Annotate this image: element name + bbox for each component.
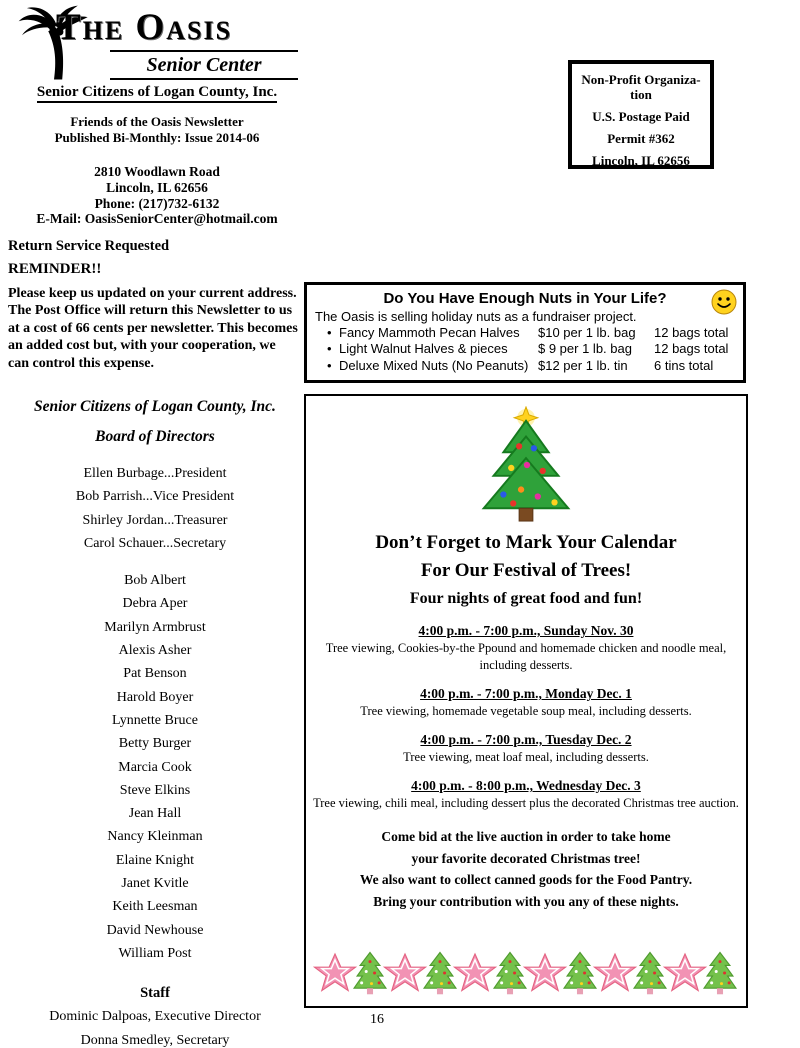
officer-list [0,462,310,555]
nuts-item-price: $12 per 1 lb. tin [538,357,628,373]
event-time: 4:00 p.m. - 7:00 p.m., Sunday Nov. 30 [418,623,634,638]
festival-box [304,394,748,1008]
festival-footer [306,826,746,912]
newsletter-line: Friends of the Oasis Newsletter [70,114,244,129]
page-number: 16 [370,1012,384,1027]
staff-heading: Staff [140,985,170,1002]
postage-line: tion [630,87,652,102]
member-item: Bob Albert [124,573,186,589]
bullet-icon: • [327,325,332,340]
event-desc: Tree viewing, chili meal, including dessert plus the decorated Christmas tree auction. [313,796,739,810]
member-item: David Newhouse [106,922,204,938]
board-section [0,396,310,1048]
postage-line: U.S. Postage Paid [592,109,690,124]
nuts-intro: The Oasis is selling holiday nuts as a fundraiser project. [315,309,637,324]
nuts-item-row [315,341,735,357]
event-time: 4:00 p.m. - 7:00 p.m., Tuesday Dec. 2 [420,732,632,747]
event-desc: Tree viewing, meat loaf meal, including desserts. [403,750,649,764]
staff-item: Dominic Dalpoas, Executive Director [49,1009,261,1025]
nuts-title: Do You Have Enough Nuts in Your Life? [383,290,667,307]
event-time: 4:00 p.m. - 8:00 p.m., Wednesday Dec. 3 [411,778,641,793]
event-block [306,777,746,812]
festival-footer-line: Come bid at the live auction in order to take home [381,829,671,844]
member-item: Jean Hall [128,806,182,822]
officer-item: Carol Schauer...Secretary [83,535,227,551]
festival-subtitle: Four nights of great food and fun! [409,590,643,607]
bullet-icon: • [327,357,332,373]
member-item: Lynnette Bruce [112,712,198,728]
member-item: Janet Kvitle [121,876,189,892]
nuts-item-qty: 12 bags total [654,341,729,357]
org-name-text: Senior Citizens of Logan County, Inc. [37,84,277,103]
logo-title: The Oasis [56,7,233,48]
member-item: Debra Aper [122,596,188,612]
member-item: Keith Leesman [112,899,198,915]
staff-item: Donna Smedley, Secretary [80,1032,230,1048]
postage-line: Permit #362 [607,131,675,146]
nuts-fundraiser-box [304,282,746,383]
postage-line: Non-Profit Organiza- [581,72,701,87]
nuts-item-price: $10 per 1 lb. bag [538,325,636,340]
reminder-body: Please keep us updated on your current address. The Post Office will return this Newsletter to us at a cost of 66 cents per newsletter. This becomes an added cost but, with your cooperation, we can control this expense. [8,286,298,371]
masthead [6,4,308,227]
newsletter-line: Published Bi-Monthly: Issue 2014-06 [54,130,260,145]
address-line: Phone: (217)732-6132 [94,195,220,211]
event-desc: Tree viewing, Cookies-by-the Ppound and homemade chicken and noodle meal, including desserts. [325,641,727,672]
event-desc: Tree viewing, homemade vegetable soup meal, including desserts. [360,704,692,718]
member-list [0,569,310,965]
address-line: 2810 Woodlawn Road [94,164,220,179]
member-item: Nancy Kleinman [107,829,203,845]
postage-line: Lincoln, IL 62656 [592,153,690,168]
festival-footer-line: We also want to collect canned goods for the Food Pantry. [359,872,693,887]
mailing-address [6,164,308,227]
nuts-item-name: Deluxe Mixed Nuts (No Peanuts) [339,357,529,373]
address-line: E-Mail: OasisSeniorCenter@hotmail.com [36,211,278,227]
logo-subtitle: Senior Center [110,50,298,80]
green-tree-cookie-icon [701,948,739,998]
event-time: 4:00 p.m. - 7:00 p.m., Monday Dec. 1 [420,686,632,701]
nuts-item-price: $ 9 per 1 lb. bag [538,341,632,357]
oasis-logo [6,4,308,82]
nuts-item-row [315,325,735,341]
event-block [306,622,746,674]
nuts-item-row [315,358,735,374]
member-item: Marcia Cook [118,759,192,775]
nuts-item-qty: 12 bags total [654,325,729,340]
address-line: Lincoln, IL 62656 [106,179,208,195]
festival-footer-line: Bring your contribution with you any of these nights. [373,893,679,909]
member-item: Marilyn Armbrust [104,619,206,635]
newsletter-info [6,114,308,146]
org-name [6,84,308,101]
member-item: Pat Benson [123,666,187,682]
member-item: Alexis Asher [118,643,192,659]
member-item: Steve Elkins [119,782,191,798]
reminder-heading: REMINDER!! [8,261,102,277]
return-service-note: Return Service Requested [8,238,170,254]
nuts-item-name: Light Walnut Halves & pieces [339,341,508,357]
christmas-tree-image [467,406,585,524]
nuts-item-qty: 6 tins total [654,357,714,373]
member-item: Betty Burger [118,736,192,752]
smiley-face-icon [711,289,737,315]
member-item: William Post [118,945,192,961]
member-item: Elaine Knight [115,852,195,868]
festival-title-line1: Don’t Forget to Mark Your Calendar [375,532,677,553]
festival-footer-line: your favorite decorated Christmas tree! [411,850,641,866]
nuts-item-name: Fancy Mammoth Pecan Halves [339,325,520,340]
cookie-row [308,943,744,1003]
festival-title-line2: For Our Festival of Trees! [420,560,632,581]
board-title-line2: Board of Directors [95,428,215,445]
event-block [306,731,746,766]
member-item: Harold Boyer [116,689,194,705]
board-title-line1: Senior Citizens of Logan County, Inc. [34,398,276,415]
postage-permit-box [568,60,714,169]
bullet-icon: • [327,341,332,357]
officer-item: Shirley Jordan...Treasurer [82,512,228,528]
officer-item: Ellen Burbage...President [83,466,227,481]
officer-item: Bob Parrish...Vice President [75,489,235,505]
event-block [306,685,746,720]
